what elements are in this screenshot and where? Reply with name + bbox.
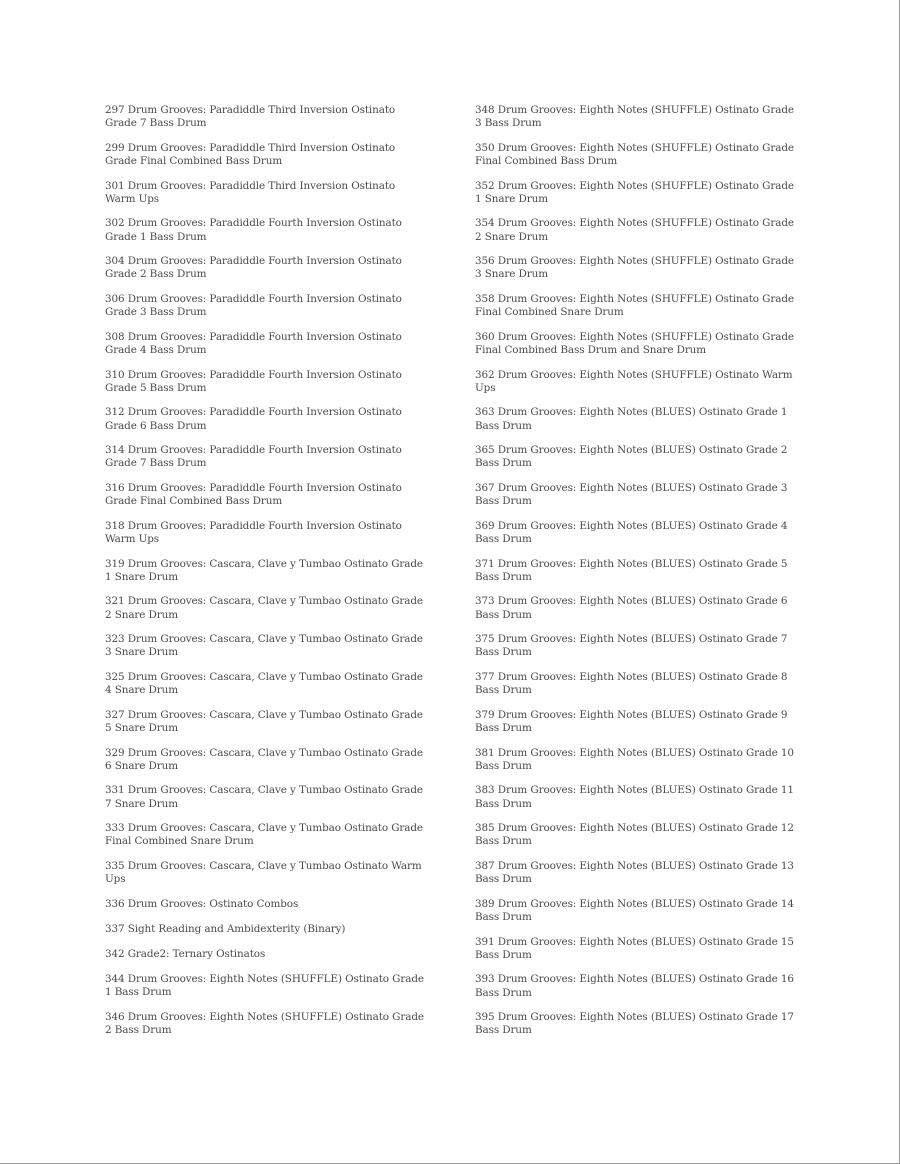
toc-entry: 363 Drum Grooves: Eighth Notes (BLUES) Ostinato Grade 1 Bass Drum: [475, 406, 788, 432]
toc-entry: 367 Drum Grooves: Eighth Notes (BLUES) Ostinato Grade 3 Bass Drum: [475, 481, 788, 508]
toc-entry: 356 Drum Grooves: Eighth Notes (SHUFFLE) Ostinato Grade 3 Snare Drum: [475, 255, 794, 281]
toc-entry: 306 Drum Grooves: Paradiddle Fourth Inversion Ostinato Grade 3 Bass Drum: [105, 292, 402, 319]
toc-entry: 310 Drum Grooves: Paradiddle Fourth Inversion Ostinato Grade 5 Bass Drum: [105, 368, 402, 394]
toc-entry: 297 Drum Grooves: Paradiddle Third Inversion Ostinato Grade 7 Bass Drum: [105, 104, 396, 130]
toc-entry: 299 Drum Grooves: Paradiddle Third Inversion Ostinato Grade Final Combined Bass Drum: [105, 141, 396, 167]
toc-entry: 373 Drum Grooves: Eighth Notes (BLUES) Ostinato Grade 6 Bass Drum: [475, 595, 788, 621]
toc-entry: 385 Drum Grooves: Eighth Notes (BLUES) Ostinato Grade 12 Bass Drum: [475, 822, 794, 848]
toc-entry: 321 Drum Grooves: Cascara, Clave y Tumbao Ostinato Grade 2 Snare Drum: [105, 595, 423, 621]
toc-entry: 393 Drum Grooves: Eighth Notes (BLUES) Ostinato Grade 16 Bass Drum: [475, 973, 794, 999]
toc-entry: 331 Drum Grooves: Cascara, Clave y Tumbao Ostinato Grade 7 Snare Drum: [105, 784, 423, 810]
toc-entry: 312 Drum Grooves: Paradiddle Fourth Inversion Ostinato Grade 6 Bass Drum: [105, 406, 402, 432]
toc-entry: 395 Drum Grooves: Eighth Notes (BLUES) Ostinato Grade 17 Bass Drum: [475, 1011, 794, 1037]
toc-entry: 358 Drum Grooves: Eighth Notes (SHUFFLE) Ostinato Grade Final Combined Snare Drum: [475, 292, 794, 319]
toc-entry: 362 Drum Grooves: Eighth Notes (SHUFFLE) Ostinato Warm Ups: [475, 368, 793, 394]
toc-entry: 335 Drum Grooves: Cascara, Clave y Tumbao Ostinato Warm Ups: [105, 859, 422, 886]
toc-entry: 314 Drum Grooves: Paradiddle Fourth Inversion Ostinato Grade 7 Bass Drum: [105, 444, 402, 470]
toc-entry: 344 Drum Grooves: Eighth Notes (SHUFFLE) Ostinato Grade 1 Bass Drum: [105, 972, 424, 998]
toc-entry: 354 Drum Grooves: Eighth Notes (SHUFFLE) Ostinato Grade 2 Snare Drum: [475, 217, 794, 243]
toc-entry: 327 Drum Grooves: Cascara, Clave y Tumbao Ostinato Grade 5 Snare Drum: [105, 708, 423, 734]
toc-entry: 377 Drum Grooves: Eighth Notes (BLUES) Ostinato Grade 8 Bass Drum: [475, 670, 788, 697]
toc-entry: 308 Drum Grooves: Paradiddle Fourth Inversion Ostinato Grade 4 Bass Drum: [105, 330, 402, 356]
toc-entry: 333 Drum Grooves: Cascara, Clave y Tumbao Ostinato Grade Final Combined Snare Drum: [105, 822, 423, 848]
toc-entry: 350 Drum Grooves: Eighth Notes (SHUFFLE) Ostinato Grade Final Combined Bass Drum: [475, 141, 794, 167]
toc-entry: 325 Drum Grooves: Cascara, Clave y Tumbao Ostinato Grade 4 Snare Drum: [105, 670, 423, 697]
toc-entry: 342 Grade2: Ternary Ostinatos: [105, 947, 266, 960]
toc-entry: 360 Drum Grooves: Eighth Notes (SHUFFLE) Ostinato Grade Final Combined Bass Drum and Snare Drum: [475, 330, 794, 356]
toc-left-column: [105, 104, 427, 1048]
toc-entry: 337 Sight Reading and Ambidexterity (Binary): [105, 922, 346, 935]
toc-entry: 371 Drum Grooves: Eighth Notes (BLUES) Ostinato Grade 5 Bass Drum: [475, 557, 788, 583]
toc-entry: 301 Drum Grooves: Paradiddle Third Inversion Ostinato Warm Ups: [105, 179, 396, 205]
toc-entry: 389 Drum Grooves: Eighth Notes (BLUES) Ostinato Grade 14 Bass Drum: [475, 897, 794, 923]
toc-entry: 387 Drum Grooves: Eighth Notes (BLUES) Ostinato Grade 13 Bass Drum: [475, 859, 794, 886]
toc-entry: 375 Drum Grooves: Eighth Notes (BLUES) Ostinato Grade 7 Bass Drum: [475, 633, 788, 659]
toc-entry: 304 Drum Grooves: Paradiddle Fourth Inversion Ostinato Grade 2 Bass Drum: [105, 255, 402, 281]
toc-entry: 352 Drum Grooves: Eighth Notes (SHUFFLE) Ostinato Grade 1 Snare Drum: [475, 179, 794, 205]
toc-entry: 323 Drum Grooves: Cascara, Clave y Tumbao Ostinato Grade 3 Snare Drum: [105, 633, 423, 659]
toc-entry: 391 Drum Grooves: Eighth Notes (BLUES) Ostinato Grade 15 Bass Drum: [475, 935, 794, 961]
toc-entry: 381 Drum Grooves: Eighth Notes (BLUES) Ostinato Grade 10 Bass Drum: [475, 746, 794, 772]
toc-entry: 379 Drum Grooves: Eighth Notes (BLUES) Ostinato Grade 9 Bass Drum: [475, 708, 788, 734]
toc-entry: 365 Drum Grooves: Eighth Notes (BLUES) Ostinato Grade 2 Bass Drum: [475, 444, 788, 470]
toc-entry: 383 Drum Grooves: Eighth Notes (BLUES) Ostinato Grade 11 Bass Drum: [475, 784, 794, 810]
toc-entry: 318 Drum Grooves: Paradiddle Fourth Inversion Ostinato Warm Ups: [105, 519, 402, 545]
toc-entry: 302 Drum Grooves: Paradiddle Fourth Inversion Ostinato Grade 1 Bass Drum: [105, 217, 402, 243]
toc-right-column: [475, 104, 797, 1049]
toc-entry: 316 Drum Grooves: Paradiddle Fourth Inversion Ostinato Grade Final Combined Bass Drum: [105, 481, 402, 508]
toc-entry: 319 Drum Grooves: Cascara, Clave y Tumbao Ostinato Grade 1 Snare Drum: [105, 557, 423, 583]
toc-entry: 369 Drum Grooves: Eighth Notes (BLUES) Ostinato Grade 4 Bass Drum: [475, 519, 788, 545]
toc-entry: 348 Drum Grooves: Eighth Notes (SHUFFLE) Ostinato Grade 3 Bass Drum: [475, 104, 794, 130]
toc-entry: 346 Drum Grooves: Eighth Notes (SHUFFLE) Ostinato Grade 2 Bass Drum: [105, 1010, 424, 1036]
toc-entry: 329 Drum Grooves: Cascara, Clave y Tumbao Ostinato Grade 6 Snare Drum: [105, 746, 423, 772]
toc-entry: 336 Drum Grooves: Ostinato Combos: [105, 897, 299, 910]
